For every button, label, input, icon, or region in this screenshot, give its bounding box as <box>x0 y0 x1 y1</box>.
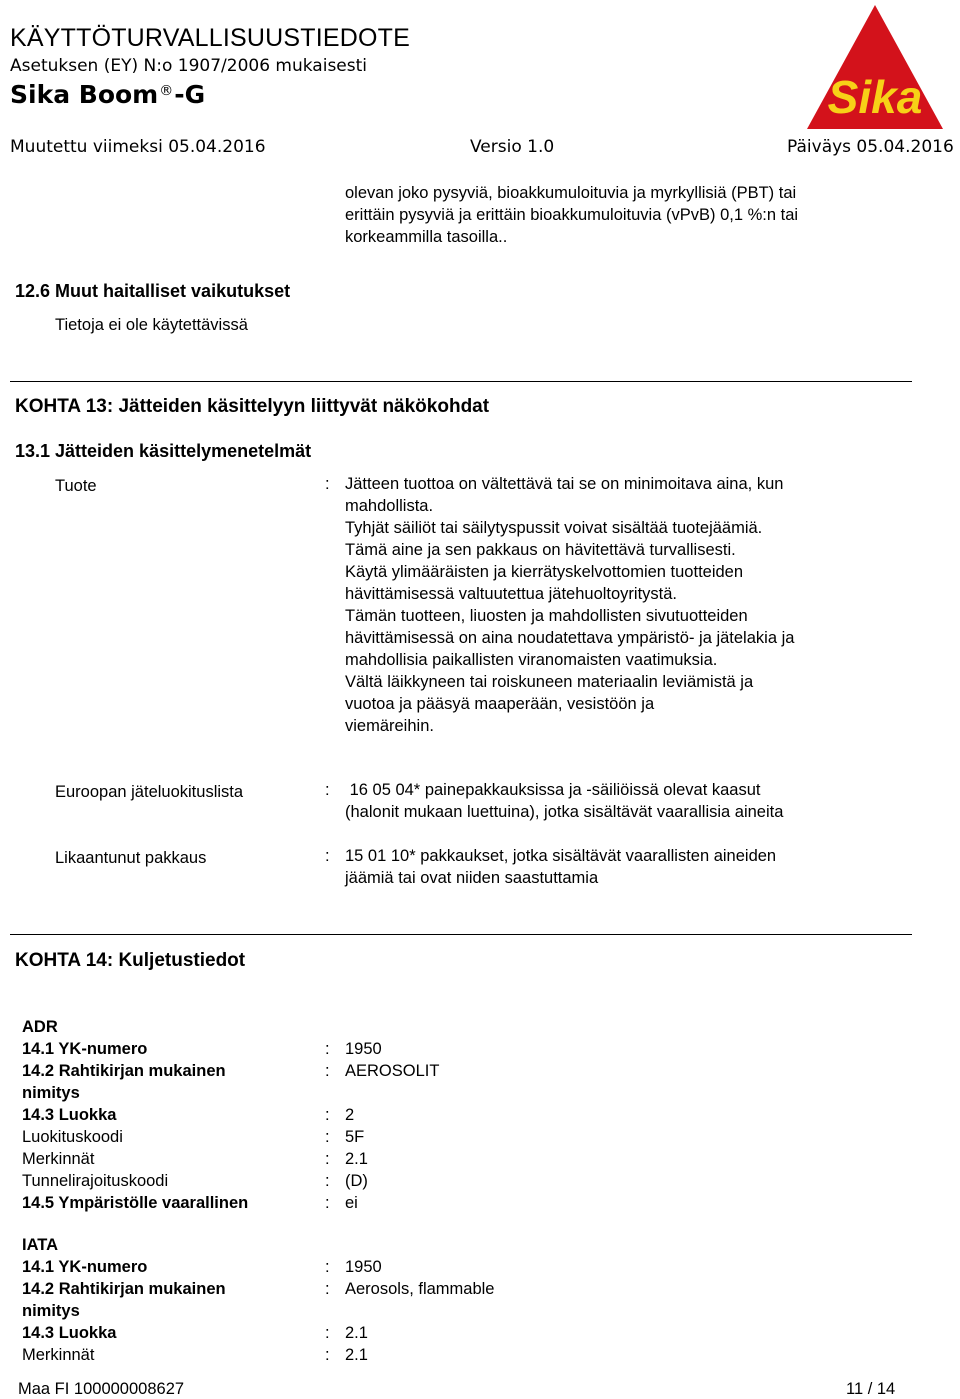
adr-shipping-name-value: AEROSOLIT <box>345 1062 440 1080</box>
adr-tunnel-code-value: (D) <box>345 1172 368 1190</box>
colon: : <box>325 475 330 493</box>
product-name-text: Sika Boom <box>10 80 159 109</box>
colon: : <box>325 1324 330 1342</box>
regulation-line: Asetuksen (EY) N:o 1907/2006 mukaisesti <box>10 56 368 76</box>
contaminated-line: jäämiä tai ovat niiden saastuttamia <box>345 869 599 887</box>
product-line: Tämän tuotteen, liuosten ja mahdollisten sivutuotteiden <box>345 607 748 625</box>
product-line: vuotoa ja pääsyä maaperään, vesistöön ja <box>345 695 655 713</box>
iata-shipping-name-label-2: nimitys <box>22 1302 80 1320</box>
adr-un-number-value: 1950 <box>345 1040 382 1058</box>
footer-country-code: Maa FI 100000008627 <box>18 1380 185 1398</box>
adr-env-hazard-label: 14.5 Ympäristölle vaarallinen <box>22 1194 249 1212</box>
iata-class-label: 14.3 Luokka <box>22 1324 117 1342</box>
product-line: mahdollisia paikallisten viranomaisten vaatimuksia. <box>345 651 718 669</box>
ewc-line: 16 05 04* painepakkauksissa ja -säiliöissä olevat kaasut <box>345 781 761 799</box>
product-label: Tuote <box>55 477 97 495</box>
sika-logo <box>805 3 945 131</box>
colon: : <box>325 1194 330 1212</box>
iata-title: IATA <box>22 1236 59 1254</box>
adr-class-label: 14.3 Luokka <box>22 1106 117 1124</box>
section-12-6-heading: 12.6 Muut haitalliset vaikutukset <box>15 281 291 301</box>
iata-labels-label: Merkinnät <box>22 1346 95 1364</box>
colon: : <box>325 1062 330 1080</box>
revised-date: Muutettu viimeksi 05.04.2016 <box>10 137 266 157</box>
colon: : <box>325 1258 330 1276</box>
iata-un-number-value: 1950 <box>345 1258 382 1276</box>
product-line: Vältä läikkyneen tai roiskuneen materiaalin leviämistä ja <box>345 673 754 691</box>
adr-un-number-label: 14.1 YK-numero <box>22 1040 148 1058</box>
section-13-heading: KOHTA 13: Jätteiden käsittelyyn liittyvät näkökohdat <box>15 396 490 417</box>
iata-shipping-name-value: Aerosols, flammable <box>345 1280 495 1298</box>
pbt-line-3: korkeammilla tasoilla.. <box>345 228 508 246</box>
adr-classification-code-label: Luokituskoodi <box>22 1128 123 1146</box>
colon: : <box>325 1280 330 1298</box>
product-line: Tyhjät säiliöt tai säilytyspussit voivat sisältää tuotejäämiä. <box>345 519 763 537</box>
section-13-1-heading: 13.1 Jätteiden käsittelymenetelmät <box>15 441 312 461</box>
product-line: mahdollista. <box>345 497 434 515</box>
section-12-6-text: Tietoja ei ole käytettävissä <box>55 316 248 334</box>
colon: : <box>325 1128 330 1146</box>
pbt-line-1: olevan joko pysyviä, bioakkumuloituvia ja myrkyllisiä (PBT) tai <box>345 184 797 202</box>
adr-class-value: 2 <box>345 1106 355 1124</box>
colon: : <box>325 1106 330 1124</box>
pbt-line-2: erittäin pysyviä ja erittäin bioakkumuloituvia (vPvB) 0,1 %:n tai <box>345 206 799 224</box>
section-divider <box>10 381 912 382</box>
adr-classification-code-value: 5F <box>345 1128 365 1146</box>
iata-labels-value: 2.1 <box>345 1346 368 1364</box>
adr-shipping-name-label: 14.2 Rahtikirjan mukainen <box>22 1062 226 1080</box>
colon: : <box>325 1346 330 1364</box>
adr-env-hazard-value: ei <box>345 1194 358 1212</box>
product-line: Jätteen tuottoa on vältettävä tai se on minimoitava aina, kun <box>345 475 784 493</box>
contaminated-packaging-label: Likaantunut pakkaus <box>55 849 207 867</box>
colon: : <box>325 781 330 799</box>
colon: : <box>325 1172 330 1190</box>
colon: : <box>325 1150 330 1168</box>
section-divider <box>10 934 912 935</box>
registered-mark: ® <box>159 83 174 99</box>
ewc-line: (halonit mukaan luettuina), jotka sisältävät vaarallisia aineita <box>345 803 784 821</box>
adr-labels-label: Merkinnät <box>22 1150 95 1168</box>
adr-shipping-name-label-2: nimitys <box>22 1084 80 1102</box>
adr-tunnel-code-label: Tunnelirajoituskoodi <box>22 1172 169 1190</box>
product-suffix: -G <box>174 80 206 109</box>
footer-page-number: 11 / 14 <box>846 1380 896 1398</box>
iata-shipping-name-label: 14.2 Rahtikirjan mukainen <box>22 1280 226 1298</box>
product-line: hävittämisessä on aina noudatettava ympäristö- ja jätelakia ja <box>345 629 795 647</box>
product-line: Käytä ylimääräisten ja kierrätyskelvottomien tuotteiden <box>345 563 744 581</box>
product-line: viemäreihin. <box>345 717 434 735</box>
colon: : <box>325 1040 330 1058</box>
contaminated-line: 15 01 10* pakkaukset, jotka sisältävät vaarallisten aineiden <box>345 847 777 865</box>
issue-date: Päiväys 05.04.2016 <box>787 137 954 157</box>
iata-class-value: 2.1 <box>345 1324 368 1342</box>
sika-logo-text: Sika <box>827 71 923 123</box>
adr-labels-value: 2.1 <box>345 1150 368 1168</box>
colon: : <box>325 847 330 865</box>
adr-title: ADR <box>22 1018 58 1036</box>
ewc-label: Euroopan jäteluokituslista <box>55 783 244 801</box>
version: Versio 1.0 <box>470 137 555 157</box>
product-line: hävittämisessä valtuutettua jätehuoltoyritystä. <box>345 585 678 603</box>
document-title: KÄYTTÖTURVALLISUUSTIEDOTE <box>10 24 410 52</box>
product-line: Tämä aine ja sen pakkaus on hävitettävä turvallisesti. <box>345 541 736 559</box>
product-name <box>10 80 205 109</box>
section-14-heading: KOHTA 14: Kuljetustiedot <box>15 950 246 971</box>
iata-un-number-label: 14.1 YK-numero <box>22 1258 148 1276</box>
